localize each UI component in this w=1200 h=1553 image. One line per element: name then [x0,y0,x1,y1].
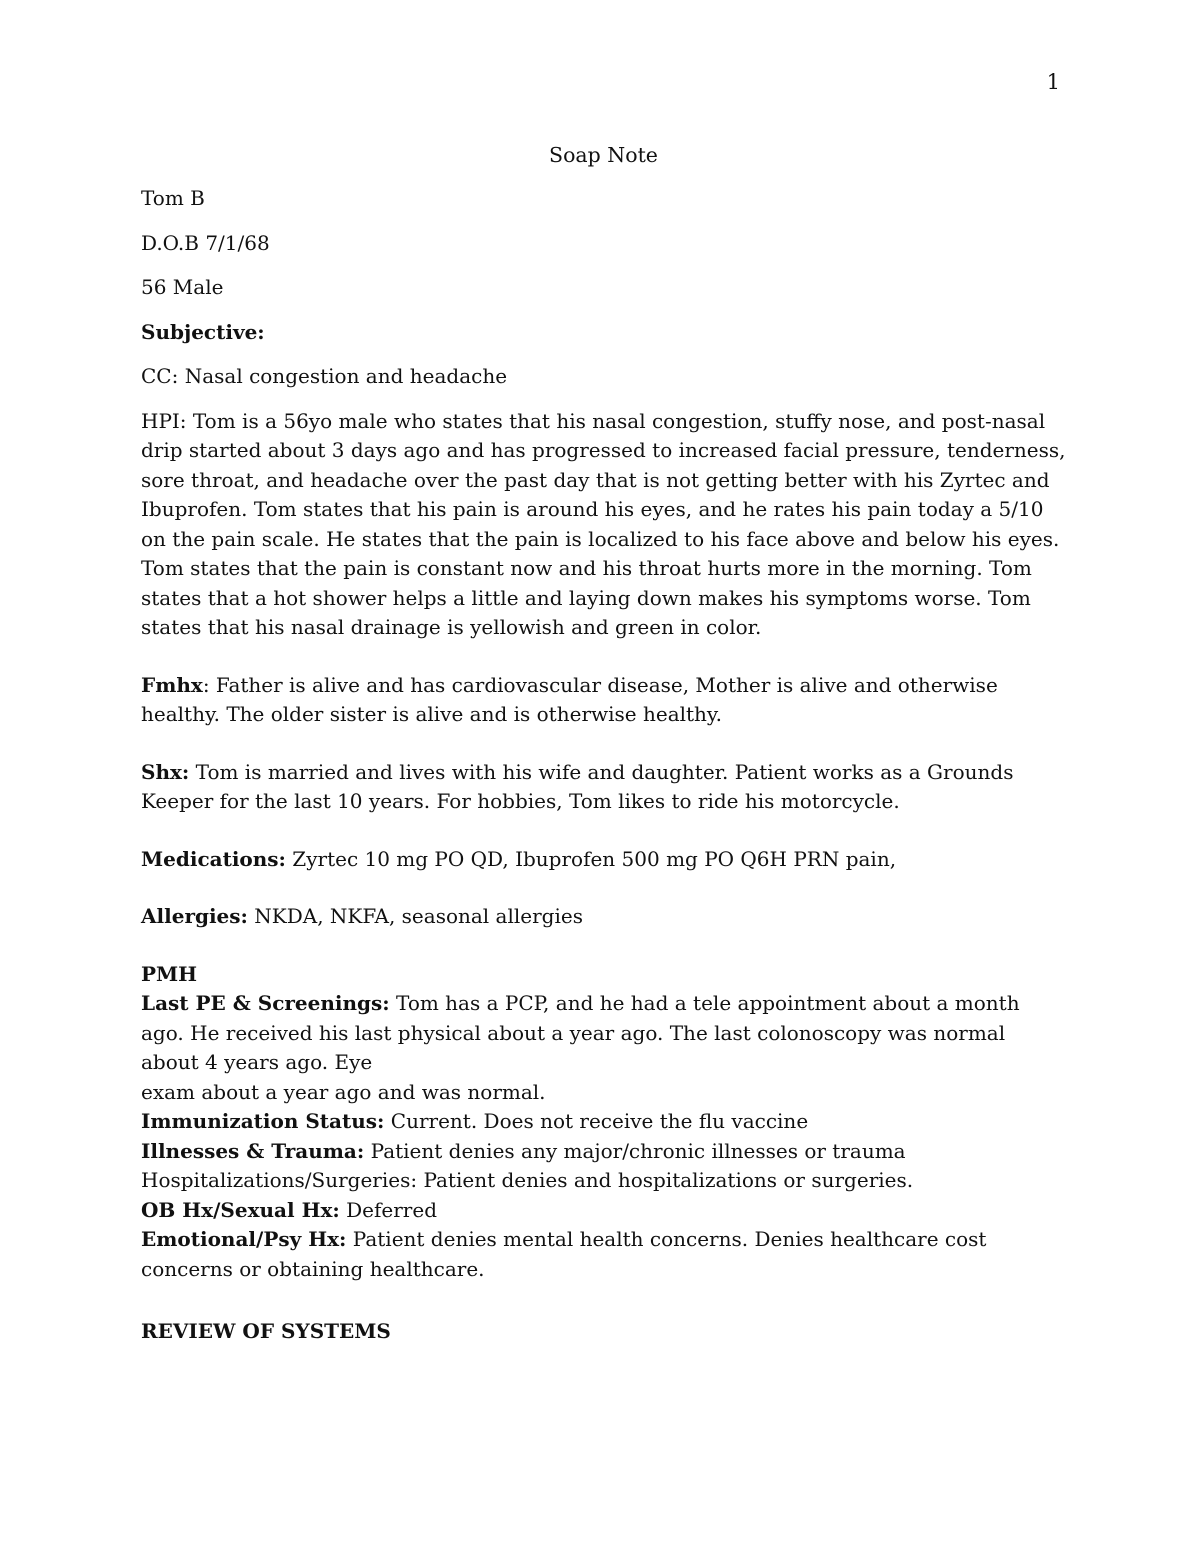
illnesses-text: Patient denies any major/chronic illnesses or trauma [364,1138,906,1163]
subjective-heading: Subjective: [141,319,265,344]
emotional-continuation: concerns or obtaining healthcare. [141,1256,485,1281]
ros-heading: REVIEW OF SYSTEMS [141,1319,391,1343]
pmh-heading: PMH [141,961,198,986]
social-history [141,758,1066,817]
immunization-status [141,1107,1066,1137]
ob-sexual-label: OB Hx/Sexual Hx: [141,1197,340,1222]
social-history-label: Shx: [141,759,190,784]
medications-text: Zyrtec 10 mg PO QD, Ibuprofen 500 mg PO Q6H PRN pain, [285,846,897,871]
medications [141,845,1066,875]
medications-label: Medications: [141,846,286,871]
patient-name: Tom B [141,186,205,210]
last-pe-continuation: exam about a year ago and was normal. [141,1079,546,1104]
illnesses-label: Illnesses & Trauma: [141,1138,365,1163]
emotional-history [141,1225,1066,1255]
allergies [141,902,1066,932]
patient-dob: D.O.B 7/1/68 [141,230,270,255]
document-title: Soap Note [549,143,658,167]
last-pe-label: Last PE & Screenings: [141,991,390,1015]
ob-sexual-history [141,1196,1066,1226]
illnesses-trauma [141,1137,1066,1167]
social-history-text: Tom is married and lives with his wife and daughter. Patient works as a Grounds Keeper for the last 10 years. For hobbies, Tom likes to ride his motorcycle. [141,759,1014,813]
document-body [141,140,1066,1347]
family-history-text: : Father is alive and has cardiovascular disease, Mother is alive and otherwise healthy. The older sister is alive and is otherwise healthy. [141,672,998,726]
ob-sexual-text: Deferred [339,1197,438,1222]
chief-complaint: CC: Nasal congestion and headache [141,364,508,388]
allergies-text: NKDA, NKFA, seasonal allergies [247,904,583,928]
hpi-paragraph: HPI: Tom is a 56yo male who states that his nasal congestion, stuffy nose, and post-nasal drip started about 3 days ago and has progressed to increased facial pressure, tenderness, sore throat, and headache over the past day that is not getting better with his Zyrtec and Ibuprofen. Tom states that his pain is around his eyes, and he rates his pain today a 5/10 on the pain scale. He states that the pain is localized to his face above and below his eyes. Tom states that the pain is constant now and his throat hurts more in the morning. Tom states that a hot shower helps a little and laying down makes his symptoms worse. Tom states that his nasal drainage is yellowish and green in color. [141,408,1066,639]
immunization-label: Immunization Status: [141,1109,385,1133]
family-history [141,671,1066,730]
patient-age-sex: 56 Male [141,275,224,299]
page-number: 1 [1046,70,1060,94]
allergies-label: Allergies: [141,904,248,928]
last-pe-screenings [141,989,1066,1078]
family-history-label: Fmhx [141,672,203,697]
hospitalizations-surgeries: Hospitalizations/Surgeries: Patient denies and hospitalizations or surgeries. [141,1168,914,1192]
emotional-text: Patient denies mental health concerns. Denies healthcare cost [346,1227,987,1251]
last-pe-text: Tom has a PCP, and he had a tele appointment about a month ago. He received his last physical about a year ago. The last colonoscopy was normal about 4 years ago. Eye [141,991,1020,1074]
immunization-text: Current. Does not receive the flu vaccine [384,1109,809,1133]
emotional-label: Emotional/Psy Hx: [141,1227,347,1251]
